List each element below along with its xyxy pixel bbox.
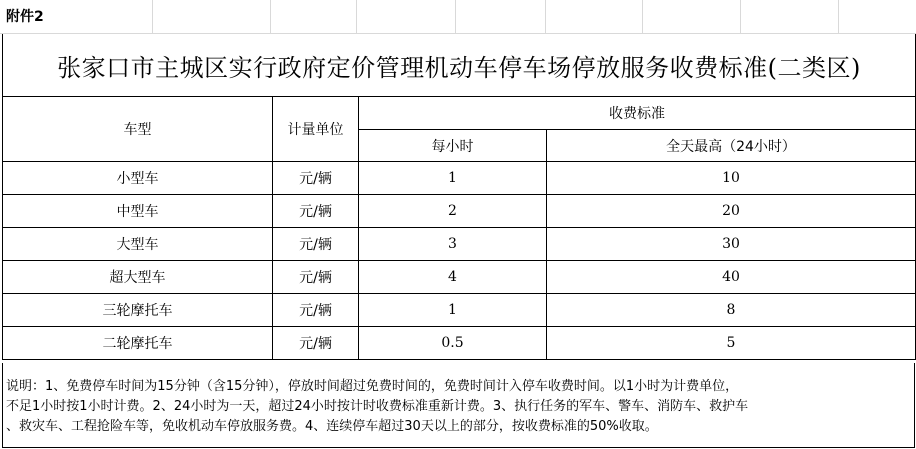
vehicle-cell[interactable]: 中型车	[3, 195, 273, 228]
attachment-label[interactable]: 附件2	[6, 9, 44, 25]
note-line: 不足1小时按1小时计费。2、24小时为一天，超过24小时按计时收费标准重新计费。3、执行任务的军车、警车、消防车、救护车	[6, 399, 749, 414]
unit-cell[interactable]: 元/辆	[273, 195, 359, 228]
header-daily-max[interactable]: 全天最高（24小时）	[547, 130, 916, 162]
grid-line	[642, 0, 643, 33]
vehicle-cell[interactable]: 三轮摩托车	[3, 294, 273, 327]
hourly-cell[interactable]: 2	[359, 195, 547, 228]
header-vehicle-type[interactable]: 车型	[3, 97, 273, 162]
grid-line	[740, 0, 741, 33]
table-row	[3, 294, 916, 327]
vehicle-cell[interactable]: 小型车	[3, 162, 273, 195]
unit-cell[interactable]: 元/辆	[273, 261, 359, 294]
daily-max-cell[interactable]: 10	[547, 162, 916, 195]
unit-cell[interactable]: 元/辆	[273, 162, 359, 195]
header-unit[interactable]: 计量单位	[273, 97, 359, 162]
grid-line	[270, 0, 271, 33]
note-line: 说明：1、免费停车时间为15分钟（含15分钟），停放时间超过免费时间的，免费时间计入停车收费时间。以1小时为计费单位，	[6, 379, 739, 394]
grid-line	[455, 0, 456, 33]
unit-cell[interactable]: 元/辆	[273, 294, 359, 327]
daily-max-cell[interactable]: 5	[547, 327, 916, 360]
grid-line	[356, 0, 357, 33]
vehicle-cell[interactable]: 大型车	[3, 228, 273, 261]
table-row	[3, 228, 916, 261]
page-title: 张家口市主城区实行政府定价管理机动车停车场停放服务收费标准(二类区)	[57, 53, 861, 82]
daily-max-cell[interactable]: 40	[547, 261, 916, 294]
unit-cell[interactable]: 元/辆	[273, 228, 359, 261]
daily-max-cell[interactable]: 30	[547, 228, 916, 261]
vehicle-cell[interactable]: 超大型车	[3, 261, 273, 294]
table-row	[3, 162, 916, 195]
grid-line	[152, 0, 153, 33]
vehicle-cell[interactable]: 二轮摩托车	[3, 327, 273, 360]
hourly-cell[interactable]: 3	[359, 228, 547, 261]
table-row	[3, 261, 916, 294]
notes-cell[interactable]	[2, 363, 915, 448]
title-cell[interactable]	[2, 34, 916, 96]
header-fee-standard[interactable]: 收费标准	[359, 97, 916, 130]
daily-max-cell[interactable]: 8	[547, 294, 916, 327]
note-line: 、救灾车、工程抢险车等，免收机动车停放服务费。4、连续停车超过30天以上的部分，按收费标准的50%收取。	[6, 419, 658, 434]
hourly-cell[interactable]: 0.5	[359, 327, 547, 360]
hourly-cell[interactable]: 1	[359, 162, 547, 195]
fee-table	[2, 96, 916, 360]
grid-line	[838, 0, 839, 33]
grid-line	[545, 0, 546, 33]
hourly-cell[interactable]: 1	[359, 294, 547, 327]
header-hourly[interactable]: 每小时	[359, 130, 547, 162]
hourly-cell[interactable]: 4	[359, 261, 547, 294]
table-row	[3, 327, 916, 360]
unit-cell[interactable]: 元/辆	[273, 327, 359, 360]
table-row	[3, 195, 916, 228]
spreadsheet-header-row	[0, 0, 916, 34]
daily-max-cell[interactable]: 20	[547, 195, 916, 228]
